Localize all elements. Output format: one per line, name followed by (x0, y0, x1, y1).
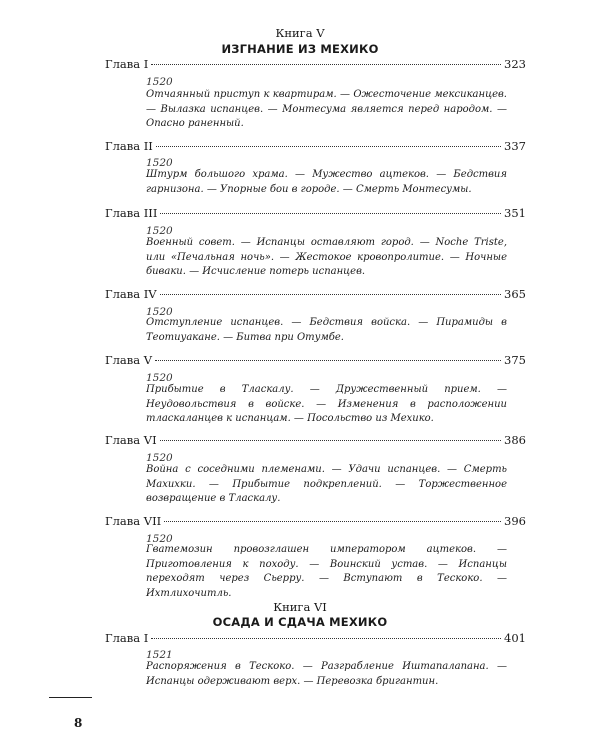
chapter-entry[interactable] (105, 287, 526, 301)
chapter-entry[interactable] (105, 206, 526, 220)
chapter-label: Глава III (105, 206, 158, 220)
chapter-entry[interactable] (105, 353, 526, 367)
chapter-year: 1520 (146, 225, 173, 237)
dot-leader (156, 146, 501, 147)
chapter-label: Глава VII (105, 514, 162, 528)
chapter-label: Глава I (105, 57, 149, 71)
chapter-label: Глава II (105, 139, 153, 153)
dot-leader (155, 360, 501, 361)
chapter-page-number: 351 (504, 206, 526, 220)
book-5-label: Книга V (275, 26, 325, 40)
chapter-year: 1520 (146, 533, 173, 545)
chapter-page-number: 386 (504, 433, 526, 447)
chapter-year: 1521 (146, 649, 173, 661)
chapter-page-number: 365 (504, 287, 526, 301)
chapter-entry[interactable] (105, 139, 526, 153)
chapter-label: Глава IV (105, 287, 157, 301)
chapter-summary: Отступление испанцев. — Бедствия войска. — Пирамиды в Теотиуакане. — Битва при Отумбе. (146, 317, 507, 343)
dot-leader (151, 638, 501, 639)
chapter-page-number: 375 (504, 353, 526, 367)
dot-leader (160, 440, 501, 441)
footer-rule (49, 697, 92, 698)
chapter-summary: Война с соседними племенами. — Удачи испанцев. — Смерть Махихки. — Прибытие подкреплений. — Торжественное возвращение в Тласкалу. (146, 464, 507, 504)
chapter-year: 1520 (146, 306, 173, 318)
dot-leader (151, 64, 501, 65)
chapter-year: 1520 (146, 372, 173, 384)
chapter-page-number: 337 (504, 139, 526, 153)
chapter-year: 1520 (146, 452, 173, 464)
dot-leader (160, 213, 501, 214)
chapter-entry[interactable] (105, 433, 526, 447)
chapter-year: 1520 (146, 157, 173, 169)
chapter-label: Глава V (105, 353, 153, 367)
book-5-title: ИЗГНАНИЕ ИЗ МЕХИКО (221, 42, 379, 56)
chapter-summary: Штурм большого храма. — Мужество ацтеков. — Бедствия гарнизона. — Упорные бои в городе. — Смерть Монтесумы. (146, 169, 507, 195)
page-number: 8 (74, 716, 83, 730)
chapter-summary: Прибытие в Тласкалу. — Дружественный прием. — Неудовольствия в войске. — Изменения в расположении тласкаланцев к испанцам. — Посольство из Мехико. (146, 384, 507, 424)
chapter-year: 1520 (146, 76, 173, 88)
chapter-summary: Распоряжения в Тескоко. — Разграбление Иштапалапана. — Испанцы одерживают верх. — Перевозка бригантин. (146, 661, 507, 687)
chapter-summary: Военный совет. — Испанцы оставляют город. — Noche Triste, или «Печальная ночь». — Жестокое кровопролитие. — Ночные биваки. — Исчисление потерь испанцев. (146, 237, 507, 277)
chapter-entry[interactable] (105, 631, 526, 645)
book-6-title: ОСАДА И СДАЧА МЕХИКО (212, 615, 388, 629)
chapter-entry[interactable] (105, 57, 526, 71)
chapter-page-number: 401 (504, 631, 526, 645)
dot-leader (164, 521, 501, 522)
chapter-summary: Отчаянный приступ к квартирам. — Ожесточение мексиканцев. — Вылазка испанцев. — Монтесума является перед народом. — Опасно раненный. (146, 89, 507, 129)
book-6-label: Книга VI (273, 600, 327, 614)
chapter-page-number: 396 (504, 514, 526, 528)
dot-leader (160, 294, 501, 295)
chapter-label: Глава VI (105, 433, 157, 447)
chapter-page-number: 323 (504, 57, 526, 71)
chapter-summary: Гватемозин провозглашен императором ацтеков. — Приготовления к походу. — Воинский устав. — Испанцы переходят через Сьерру. — Вступают в Тескоко. — Ихтлихочитль. (146, 544, 507, 599)
chapter-label: Глава I (105, 631, 149, 645)
chapter-entry[interactable] (105, 514, 526, 528)
